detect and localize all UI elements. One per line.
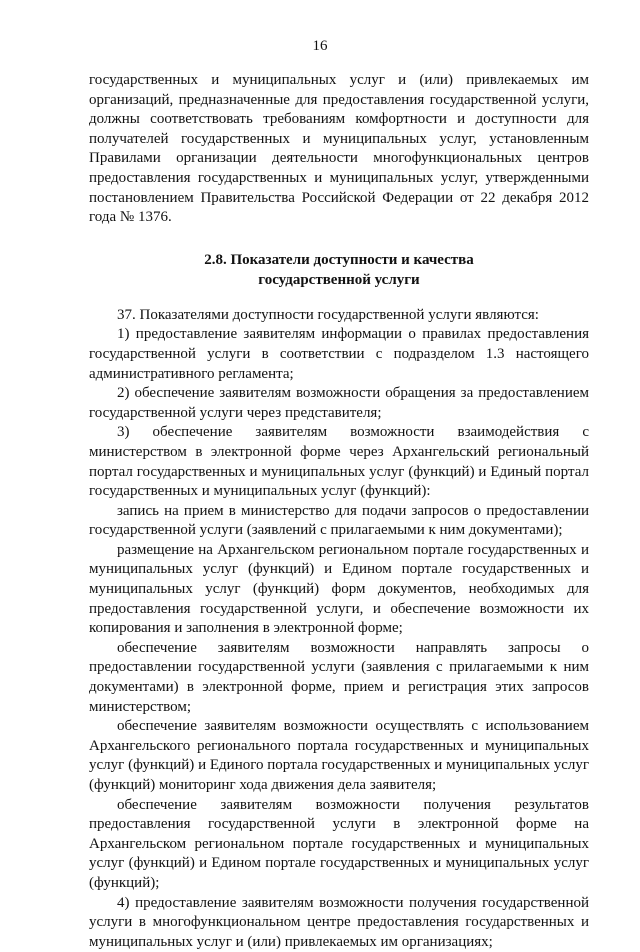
paragraph-item-4: 4) предоставление заявителям возможности получения государственной услуги в многофункциональном центре предоставления государственных и муниципальных услуг и (или) привлекаемых им организациях; (89, 894, 589, 950)
section-heading-line-1: 2.8. Показатели доступности и качества (204, 251, 474, 268)
paragraph-sub-forms: размещение на Архангельском региональном портале государственных и муниципальных услуг (функций) и Едином портале государственных и муниципальных услуг (функций) форм документов, необходимых для предоставления государственной услуги, и обеспечение возможности их копирования и заполнения в электронной форме; (89, 541, 589, 637)
page-number: 16 (312, 38, 328, 54)
section-heading-line-2: государственной услуги (258, 271, 420, 288)
paragraph-item-3: 3) обеспечение заявителям возможности взаимодействия с министерством в электронной форме через Архангельский региональный портал государственных и муниципальных услуг (функций) и Единый портал государственных и муниципальных услуг (функций): (89, 424, 589, 500)
paragraph-item-1: 1) предоставление заявителям информации о правилах предоставления государственной услуги в соответствии с подразделом 1.3 настоящего административного регламента; (89, 326, 589, 382)
document-body (89, 71, 589, 952)
paragraph-sub-requests: обеспечение заявителям возможности направлять запросы о предоставлении государственной услуги (заявления с прилагаемыми к ним документами) в электронной форме, прием и регистрация этих запросов министерством; (89, 639, 589, 715)
paragraph-sub-appointment: запись на прием в министерство для подачи запросов о предоставлении государственной услуги (заявлений с прилагаемыми к ним документами); (89, 502, 589, 539)
intro-paragraph: государственных и муниципальных услуг и (или) привлекаемых им организаций, предназначенные для предоставления государственной услуги, должны соответствовать требованиям комфортности и доступности для получателей государственных и муниципальных услуг, установленным Правилами организации деятельности многофункциональных центров предоставления государственных и муниципальных услуг, утвержденными постановлением Правительства Российской Федерации от 22 декабря 2012 года № 1376. (89, 72, 589, 226)
paragraph-item-2: 2) обеспечение заявителям возможности обращения за предоставлением государственной услуги через представителя; (89, 385, 589, 421)
paragraph-37: 37. Показателями доступности государственной услуги являются: (117, 306, 539, 323)
paragraph-sub-results: обеспечение заявителям возможности получения результатов предоставления государственной услуги в электронной форме на Архангельском региональном портале государственных и муниципальных услуг (функций) и Едином портале государственных и муниципальных услуг (функций); (89, 796, 589, 891)
section-heading (89, 250, 589, 290)
paragraph-sub-monitoring: обеспечение заявителям возможности осуществлять с использованием Архангельского регионального портала государственных и муниципальных услуг (функций) и Единого портала государственных и муниципальных услуг (функций) мониторинг хода движения дела заявителя; (89, 718, 589, 793)
